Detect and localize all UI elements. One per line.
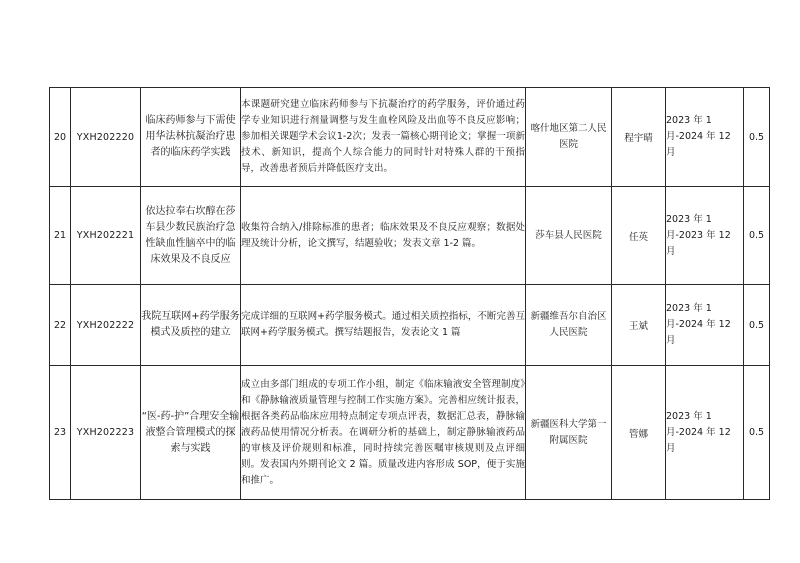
project-period: 2023 年 1 月-2024 年 12 月 bbox=[666, 366, 744, 500]
row-number: 23 bbox=[50, 366, 71, 500]
table-row bbox=[50, 88, 770, 187]
project-content: 完成详细的互联网+药学服务模式。通过相关质控指标，不断完善互联网+药学服务模式。撰写结题报告，发表论文 1 篇 bbox=[241, 285, 526, 366]
project-organization: 喀什地区第二人民医院 bbox=[526, 88, 612, 187]
project-title: 依达拉奉右坎醇在莎车县少数民族治疗急性缺血性脑卒中的临床效果及不良反应 bbox=[141, 187, 241, 285]
project-content: 本课题研究建立临床药师参与下抗凝治疗的药学服务，评价通过药学专业知识进行剂量调整与发生血栓风险及出血等不良反应影响；参加相关课题学术会议1-2次；发表一篇核心期刊论文；掌握一项新技术、新知识，提高个人综合能力的同时针对特殊人群的干预指导，改善患者预后并降低医疗支出。 bbox=[241, 88, 526, 187]
project-amount: 0.5 bbox=[744, 366, 770, 500]
project-period: 2023 年 1 月-2024 年 12 月 bbox=[666, 285, 744, 366]
project-table bbox=[49, 87, 770, 500]
table-row bbox=[50, 187, 770, 285]
project-content: 收集符合纳入/排除标准的患者；临床效果及不良反应观察；数据处理及统计分析，论文撰写，结题验收；发表文章 1-2 篇。 bbox=[241, 187, 526, 285]
project-leader: 任英 bbox=[612, 187, 666, 285]
project-period: 2023 年 1 月-2023 年 12 月 bbox=[666, 187, 744, 285]
project-content: 成立由多部门组成的专项工作小组，制定《临床输液安全管理制度》和《静脉输液质量管理与控制工作实施方案》。完善相应统计报表，根据各类药品临床应用特点制定专项点评表，数据汇总表，静脉输液药品使用情况分析表。在调研分析的基础上，制定静脉输液药品的审核及评价规则和标准，同时持续完善医嘱审核规则及点评细则。发表国内外期刊论文 2 篇。质量改进内容形成 SOP，便于实施和推广。 bbox=[241, 366, 526, 500]
project-code: YXH202221 bbox=[71, 187, 141, 285]
project-code: YXH202220 bbox=[71, 88, 141, 187]
table-row bbox=[50, 285, 770, 366]
row-number: 22 bbox=[50, 285, 71, 366]
project-leader: 管娜 bbox=[612, 366, 666, 500]
project-amount: 0.5 bbox=[744, 285, 770, 366]
project-period: 2023 年 1 月-2024 年 12 月 bbox=[666, 88, 744, 187]
project-leader: 王斌 bbox=[612, 285, 666, 366]
project-code: YXH202223 bbox=[71, 366, 141, 500]
project-code: YXH202222 bbox=[71, 285, 141, 366]
project-title: 临床药师参与下需使用华法林抗凝治疗患者的临床药学实践 bbox=[141, 88, 241, 187]
row-number: 21 bbox=[50, 187, 71, 285]
project-organization: 莎车县人民医院 bbox=[526, 187, 612, 285]
project-organization: 新疆医科大学第一附属医院 bbox=[526, 366, 612, 500]
project-amount: 0.5 bbox=[744, 187, 770, 285]
project-title: 我院互联网+药学服务模式及质控的建立 bbox=[141, 285, 241, 366]
project-title: “医-药-护”合理安全输液整合管理模式的探索与实践 bbox=[141, 366, 241, 500]
row-number: 20 bbox=[50, 88, 71, 187]
project-amount: 0.5 bbox=[744, 88, 770, 187]
project-leader: 程宇晴 bbox=[612, 88, 666, 187]
project-organization: 新疆维吾尔自治区人民医院 bbox=[526, 285, 612, 366]
table-row bbox=[50, 366, 770, 500]
